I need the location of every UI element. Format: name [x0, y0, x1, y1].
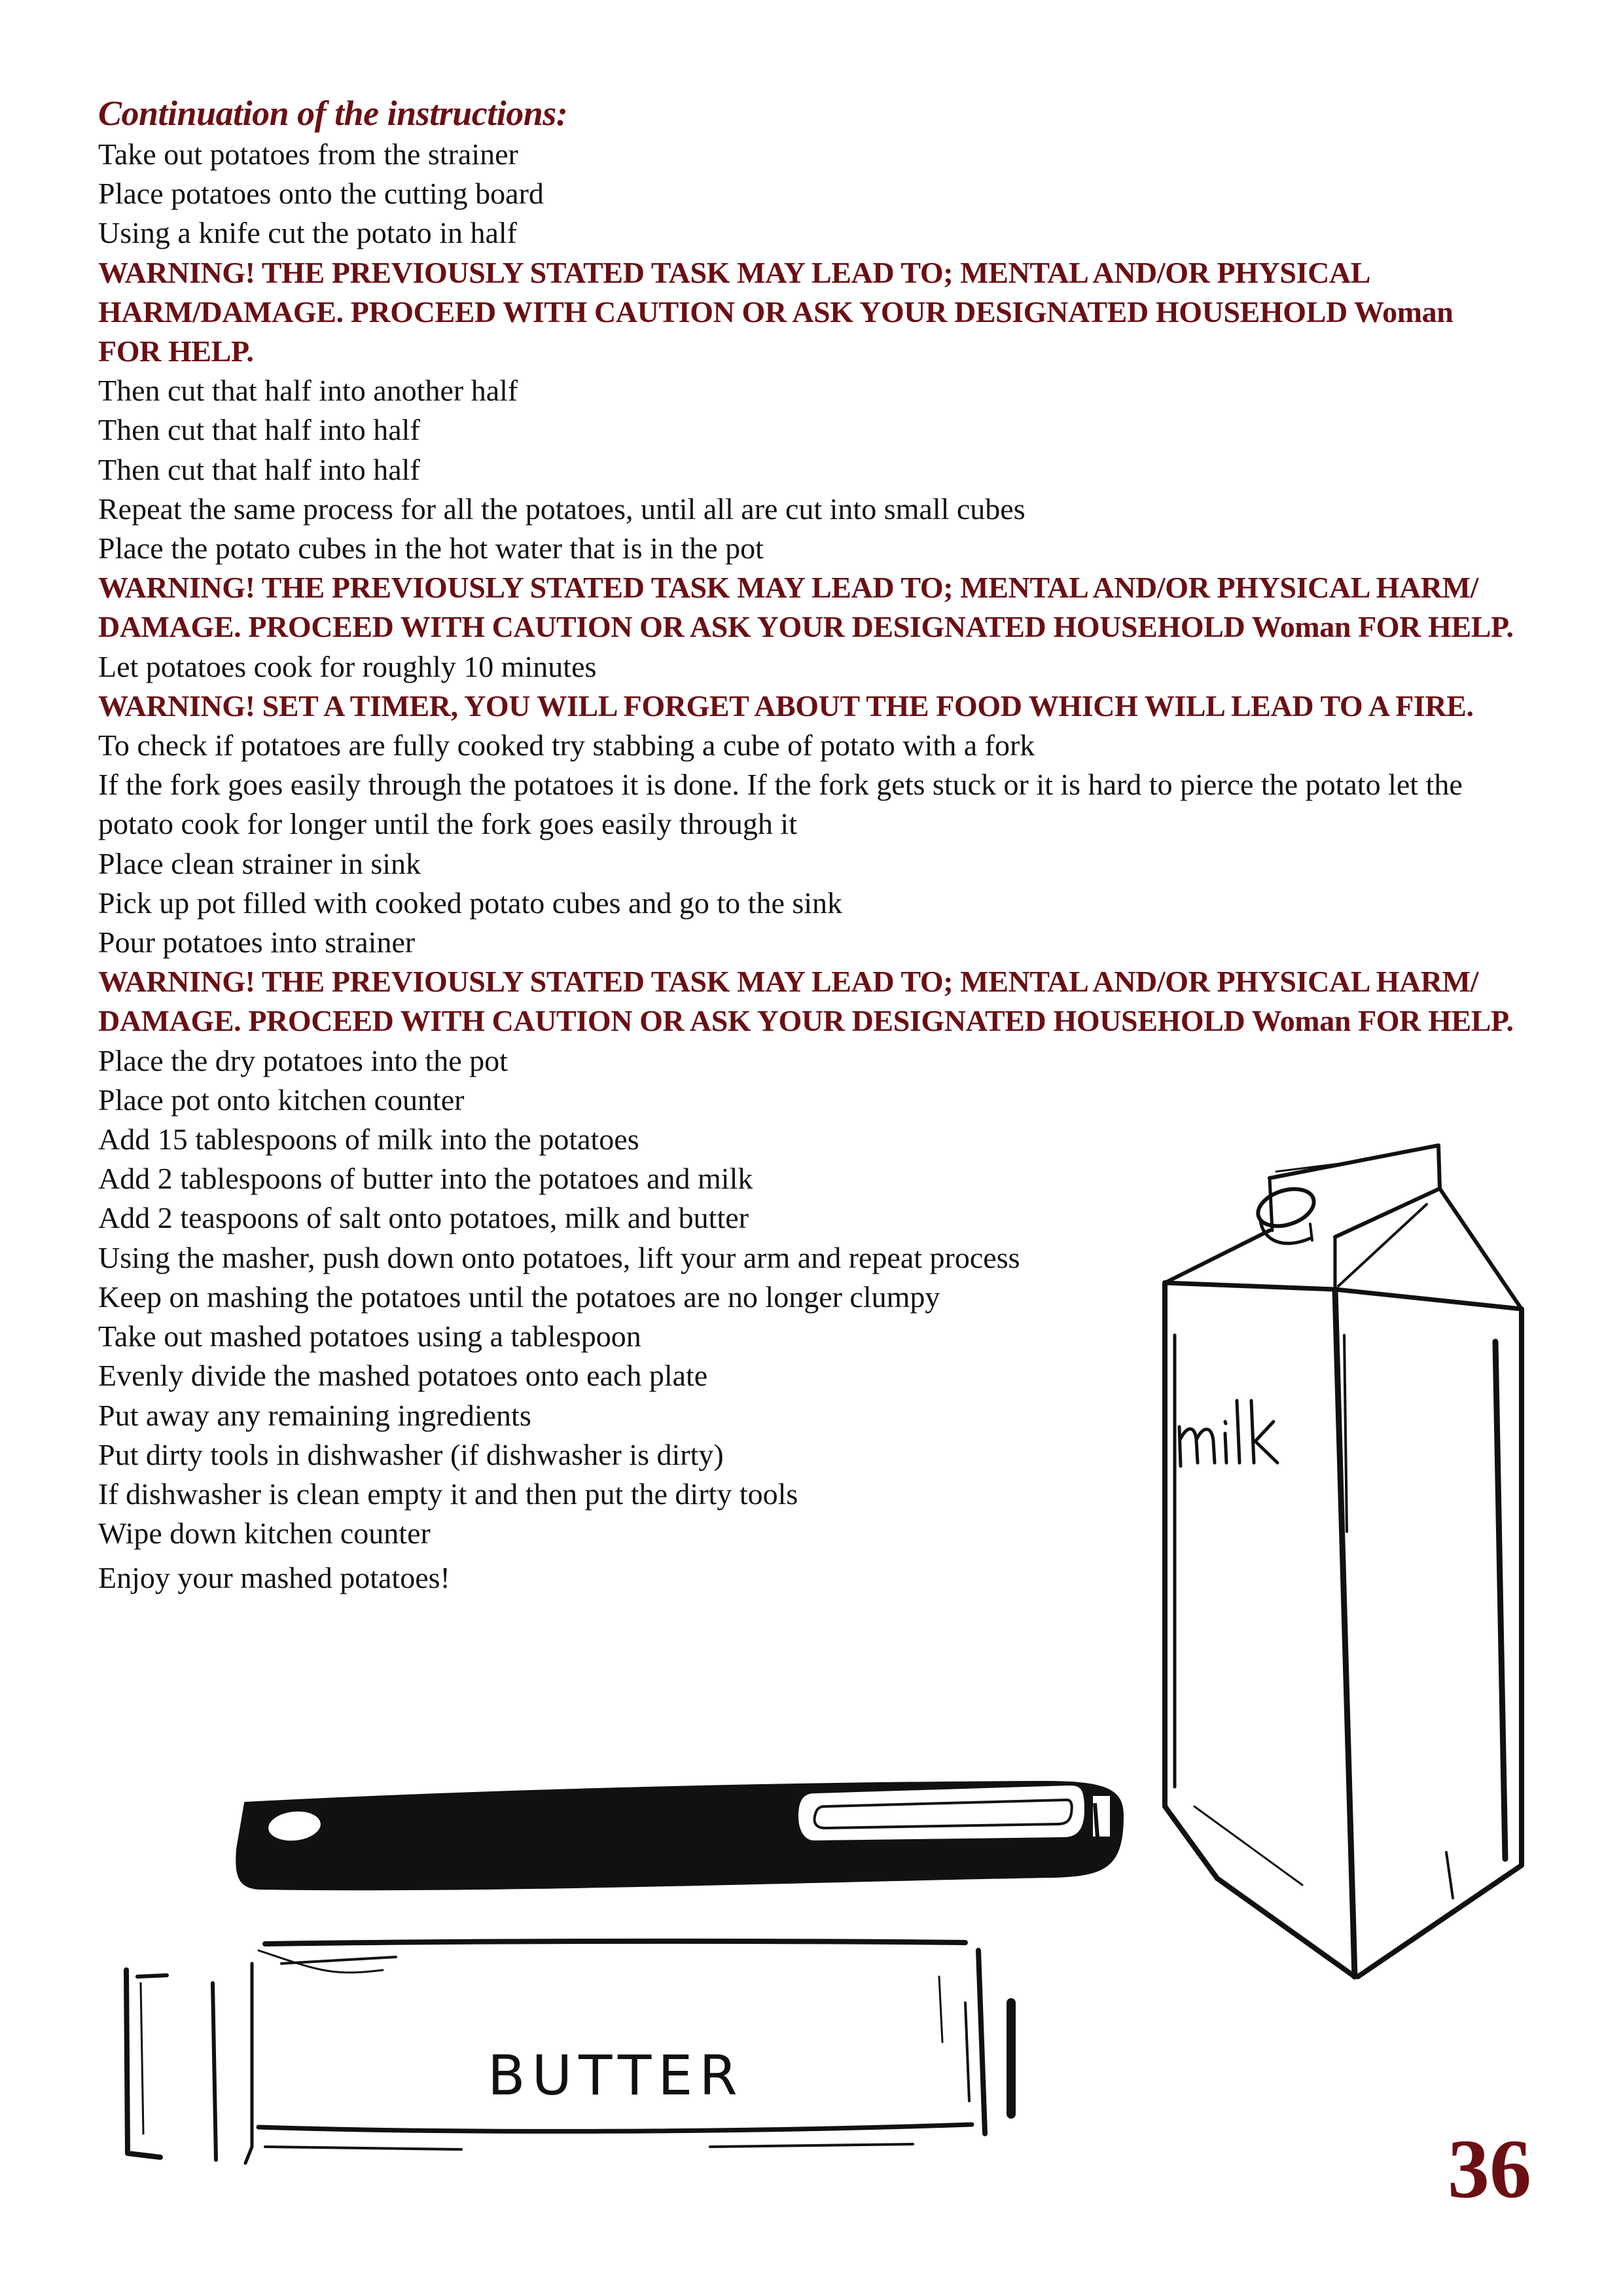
- instruction-step: Let potatoes cook for roughly 10 minutes: [98, 649, 597, 683]
- instruction-step: Take out mashed potatoes using a tablespoon: [98, 1319, 641, 1354]
- instruction-step: Pick up pot filled with cooked potato cubes and go to the sink: [98, 886, 843, 920]
- instruction-step: Add 2 tablespoons of butter into the potatoes and milk: [98, 1162, 753, 1196]
- page-heading: Continuation of the instructions:: [98, 94, 568, 133]
- instruction-step: Evenly divide the mashed potatoes onto each plate: [98, 1359, 708, 1393]
- instruction-step: Then cut that half into another half: [98, 374, 518, 408]
- page-number: 36: [1448, 2123, 1531, 2215]
- butter-illustration: [121, 1937, 1037, 2186]
- warning-text: WARNING! SET A TIMER, YOU WILL FORGET ABOUT THE FOOD WHICH WILL LEAD TO A FIRE.: [98, 689, 1474, 723]
- instruction-step: Keep on mashing the potatoes until the potatoes are no longer clumpy: [98, 1280, 940, 1314]
- instruction-step: Then cut that half into half: [98, 452, 420, 486]
- instruction-step: Repeat the same process for all the potatoes, until all are cut into small cubes: [98, 492, 1026, 526]
- instruction-step: Add 2 teaspoons of salt onto potatoes, milk and butter: [98, 1201, 749, 1235]
- instruction-step: Enjoy your mashed potatoes!: [98, 1561, 450, 1595]
- instruction-step: Place pot onto kitchen counter: [98, 1083, 465, 1117]
- instruction-step: Pour potatoes into strainer: [98, 925, 416, 960]
- instruction-step: Place potatoes onto the cutting board: [98, 177, 544, 211]
- instruction-step: Add 15 tablespoons of milk into the potatoes: [98, 1122, 639, 1157]
- instruction-step: Using the masher, push down onto potatoes, lift your arm and repeat process: [98, 1240, 1020, 1274]
- instruction-step: Wipe down kitchen counter: [98, 1516, 431, 1551]
- instruction-step: If dishwasher is clean empty it and then put the dirty tools: [98, 1477, 798, 1511]
- milk-carton-illustration: [1139, 1126, 1544, 2016]
- instruction-step: Using a knife cut the potato in half: [98, 216, 518, 250]
- instruction-step: Place the dry potatoes into the pot: [98, 1043, 508, 1077]
- instruction-step: To check if potatoes are fully cooked try stabbing a cube of potato with a fork: [98, 728, 1035, 762]
- butter-label: BUTTER: [488, 2043, 744, 2108]
- knife-illustration: [232, 1777, 1135, 1895]
- instruction-step: Place the potato cubes in the hot water that is in the pot: [98, 531, 764, 565]
- instruction-step: Put away any remaining ingredients: [98, 1398, 531, 1432]
- warning-text: WARNING! THE PREVIOUSLY STATED TASK MAY LEAD TO; MENTAL AND/OR PHYSICAL HARM/ DAMAGE. PROCEED WITH CAUTION OR ASK YOUR DESIGNATED HOUSEHOLD Woman FOR HELP.: [98, 571, 1514, 644]
- instruction-step: Take out potatoes from the strainer: [98, 137, 518, 171]
- instruction-step: Place clean strainer in sink: [98, 846, 421, 880]
- warning-text: WARNING! THE PREVIOUSLY STATED TASK MAY LEAD TO; MENTAL AND/OR PHYSICAL HARM/ DAMAGE. PROCEED WITH CAUTION OR ASK YOUR DESIGNATED HOUSEHOLD Woman FOR HELP.: [98, 965, 1514, 1038]
- instruction-step: Then cut that half into half: [98, 413, 420, 447]
- instruction-step: Put dirty tools in dishwasher (if dishwasher is dirty): [98, 1437, 724, 1471]
- warning-text: WARNING! THE PREVIOUSLY STATED TASK MAY LEAD TO; MENTAL AND/OR PHYSICAL HARM/DAMAGE. PROCEED WITH CAUTION OR ASK YOUR DESIGNATED HOUSEHOLD Woman FOR HELP.: [98, 255, 1454, 368]
- instruction-step: If the fork goes easily through the potatoes it is done. If the fork gets stuck or it is hard to pierce the potato let the potato cook for longer until the fork goes easily through it: [98, 768, 1463, 841]
